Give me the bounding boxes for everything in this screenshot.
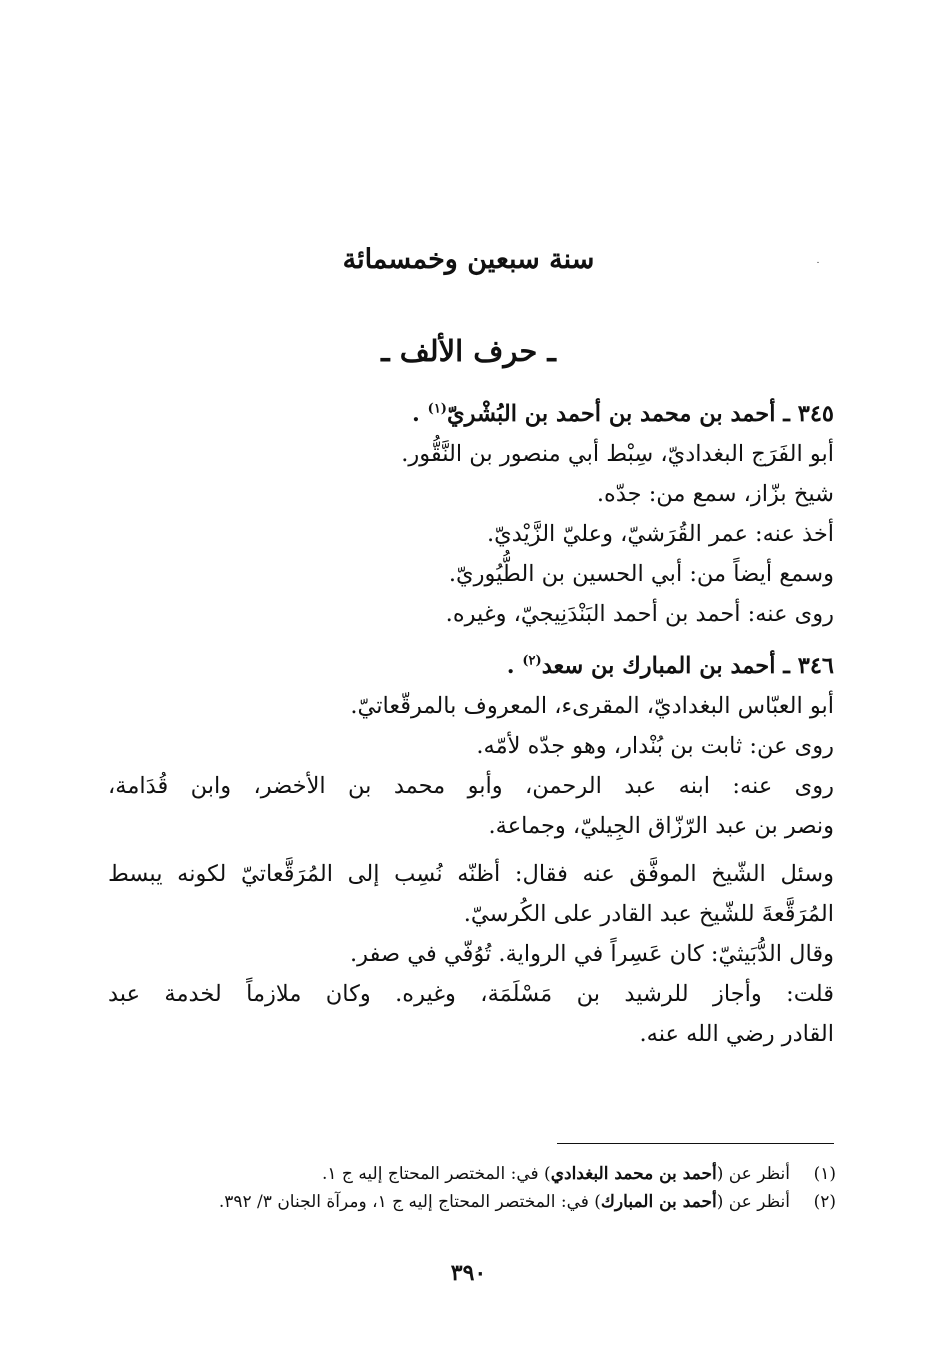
- entry-345-line: شيخ بزّاز، سمع من: جدّه.: [596, 481, 834, 507]
- entry-gap: [108, 634, 834, 646]
- entry-345-heading: [108, 394, 834, 434]
- entry-346-line: روى عنه: ابنه عبد الرحمن، وأبو محمد بن الأخضر، وابن قُدَامة،: [108, 773, 834, 799]
- footnote-1: [120, 1160, 836, 1188]
- footnote-suffix: ) في: المختصر المحتاج إليه ج ١، ومرآة الجنان ٣/ ٣٩٢.: [218, 1192, 601, 1212]
- entry-346-title-end: .: [506, 653, 515, 679]
- footnote-ref-2[interactable]: (٢): [522, 653, 542, 669]
- entry-346-line: وقال الدُّبَيثيّ: كان عَسِراً في الرواية. تُوُفّي في صفر.: [350, 941, 834, 967]
- entry-346-line: قلت: وأجاز للرشيد بن مَسْلَمَة، وغيره. وكان ملازماً لخدمة عبد: [108, 981, 834, 1007]
- section-heading: ـ حرف الألف ـ: [381, 334, 556, 368]
- entry-346-line: ونصر بن عبد الرّزّاق الجِيليّ، وجماعة.: [488, 813, 834, 839]
- entry-345-line: أخذ عنه: عمر القُرَشيّ، وعليّ الزَّيْديّ.: [486, 521, 834, 547]
- year-heading: سنة سبعين وخمسمائة: [342, 244, 595, 275]
- entry-346-line: أبو العبّاس البغداديّ، المقرىء، المعروف بالمرقّعاتيّ.: [350, 693, 834, 719]
- entry-346-title: ٣٤٦ ـ أحمد بن المبارك بن سعد: [541, 653, 834, 679]
- footnote-prefix: أنظر عن (: [716, 1164, 790, 1184]
- footnote-ref-1[interactable]: (١): [427, 401, 447, 417]
- footnote-divider: [557, 1143, 834, 1144]
- entry-346-heading: [108, 646, 834, 686]
- paragraph-gap: [108, 846, 834, 854]
- page-number: ٣٩٠: [450, 1260, 487, 1286]
- entry-345-line: أبو الفَرَج البغداديّ، سِبْط أبي منصور بن النَّقُّور.: [401, 441, 834, 467]
- footnote-number: (١): [813, 1164, 836, 1184]
- body-text: [108, 394, 834, 1054]
- footnotes: [120, 1160, 836, 1216]
- entry-345-title-end: .: [411, 401, 420, 427]
- entry-346-line: المُرَقَّعةَ للشّيخ عبد القادر على الكُرسيّ.: [463, 901, 834, 927]
- entry-345-line: روى عنه: أحمد بن أحمد البَنْدَنِيجيّ، وغيره.: [445, 601, 834, 627]
- footnote-number: (٢): [813, 1192, 836, 1212]
- entry-346-line: روى عن: ثابت بن بُنْدار، وهو جدّه لأمّه.: [476, 733, 834, 759]
- footnote-text: [120, 1160, 790, 1188]
- footnote-text: [120, 1188, 790, 1216]
- footnote-suffix: ) في: المختصر المحتاج إليه ج ١.: [321, 1164, 551, 1184]
- footnote-prefix: أنظر عن (: [716, 1192, 790, 1212]
- footnote-2: [120, 1188, 836, 1216]
- footnote-name: أحمد بن المبارك: [600, 1192, 717, 1212]
- entry-346-line: القادر رضي الله عنه.: [639, 1021, 834, 1047]
- footnote-name: أحمد بن محمد البغدادي: [550, 1164, 717, 1184]
- entry-345-line: وسمع أيضاً من: أبي الحسين بن الطُّيُوريّ.: [448, 561, 834, 587]
- entry-346-line: وسئل الشّيخ الموفَّق عنه فقال: أظنّه نُسِب إلى المُرَقَّعاتيّ لكونه يبسط: [108, 861, 834, 887]
- entry-345-title: ٣٤٥ ـ أحمد بن محمد بن أحمد بن البُشْريّ: [446, 401, 834, 427]
